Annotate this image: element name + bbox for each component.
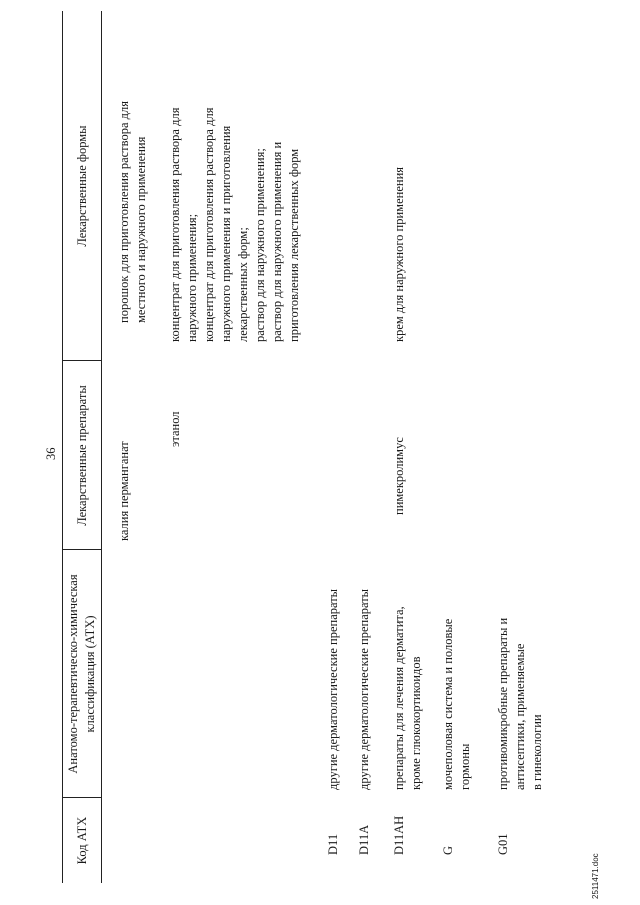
row-4-code: D11A [357,824,371,855]
header-bottom-rule [101,11,102,883]
page-number: 36 [44,447,58,460]
header-classification: Анатомо-терапевтическо-химическая классификация (АТХ) [66,574,97,774]
row-1-drug: калия перманганат [117,441,131,541]
header-code: Код АТХ [75,816,89,865]
row-2-forms: концентрат для приготовления раствора для наружного применения; концентрат для приготовления раствора для наружного применения и приготовления лекарственных форм; раствор для наружного применения; раствор для наружного применения и приготовления лекарственных форм [168,107,301,342]
row-1-forms: порошок для приготовления раствора для местного и наружного применения [117,101,148,323]
row-5-drug: пимекролимус [392,437,406,515]
header-top-rule [62,11,63,883]
row-3-code: D11 [326,833,340,855]
row-6-classification: мочеполовая система и половые гормоны [441,618,472,790]
row-2-drug: этанол [168,411,182,447]
row-7-code: G01 [496,833,510,855]
header-forms: Лекарственные формы [75,125,89,247]
row-5-code: D11AH [392,815,406,855]
row-7-classification: противомикробные препараты и антисептики, применяемые в гинекологии [496,617,544,790]
header-drugs: Лекарственные препараты [75,385,89,526]
footer-filename: 2511471.doc [591,853,600,899]
row-3-classification: другие дерматологические препараты [326,588,340,790]
row-5-forms: крем для наружного применения [392,166,406,342]
row-5-classification: препараты для лечения дерматита, кроме глюкокортикоидов [392,606,423,790]
row-4-classification: другие дерматологические препараты [357,588,371,790]
row-6-code: G [441,845,455,855]
